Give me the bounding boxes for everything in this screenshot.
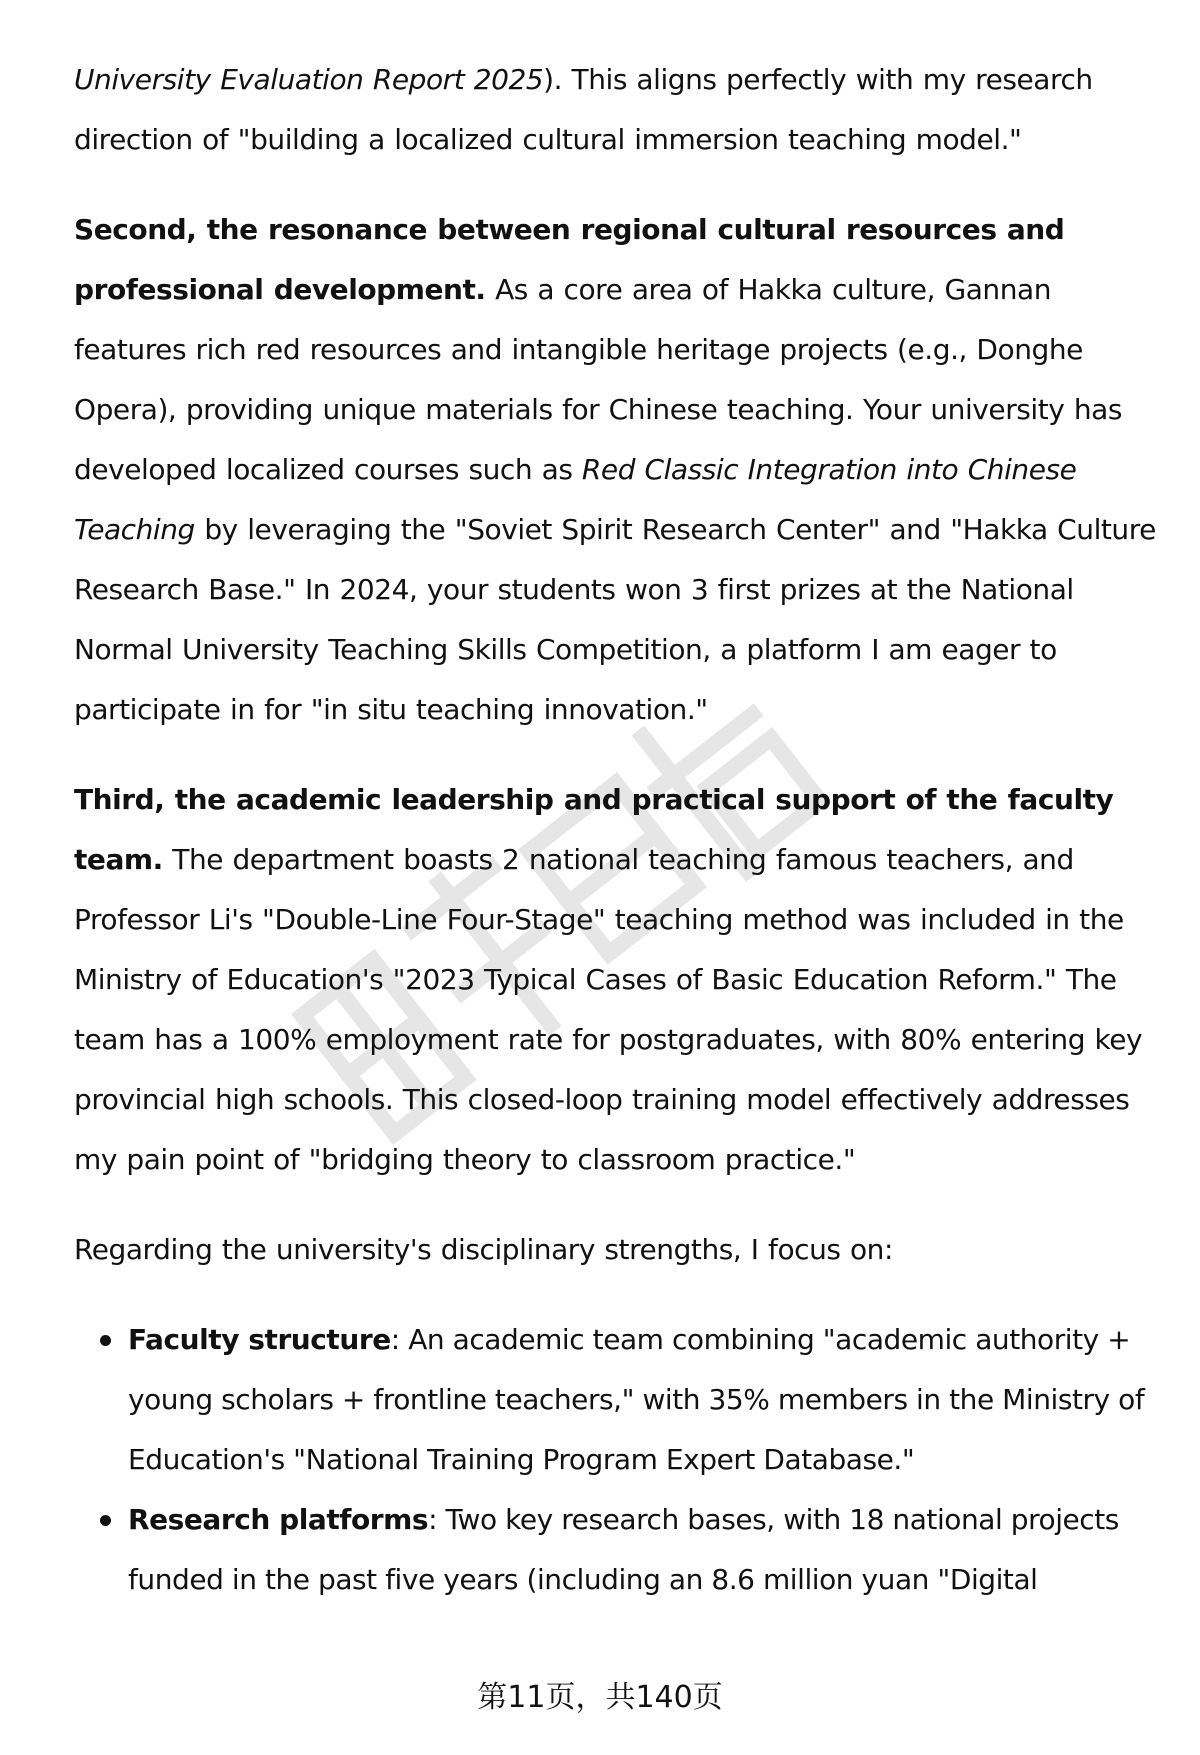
bullet-icon <box>100 1335 111 1346</box>
paragraph-heading: Third, the academic leadership and practical support of the faculty team. <box>74 783 1114 876</box>
paragraph-strengths-intro <box>74 1220 1164 1280</box>
page-number-footer: 第11页，共140页 <box>477 1680 723 1715</box>
paragraph-intro-continuation <box>74 50 1164 170</box>
paragraph-text: ). This aligns perfectly with my research direction of "building a localized cultural immersion teaching model." <box>74 63 1093 156</box>
list-item-label: Faculty structure <box>128 1323 391 1356</box>
paragraph-text: Regarding the university's disciplinary strengths, I focus on: <box>74 1233 893 1266</box>
course-title: Red Classic Integration into Chinese Teaching <box>74 453 1077 546</box>
document-page <box>74 50 1164 1610</box>
paragraph-second-point <box>74 200 1164 740</box>
list-item-label: Research platforms <box>128 1503 429 1536</box>
paragraph-text: by leveraging the "Soviet Spirit Research Center" and "Hakka Culture Research Base." In 2024, your students won 3 first prizes at the National Normal University Teaching Skills Competition, a platform I am eager to participate in for "in situ teaching innovation." <box>74 513 1156 726</box>
list-item <box>74 1310 1164 1490</box>
paragraph-heading: Second, the resonance between regional cultural resources and professional development. <box>74 213 1065 306</box>
report-title: University Evaluation Report 2025 <box>74 63 544 96</box>
paragraph-text: As a core area of Hakka culture, Gannan features rich red resources and intangible heritage projects (e.g., Donghe Opera), providing unique materials for Chinese teaching. Your university has developed localized courses such as <box>74 273 1122 486</box>
bullet-icon <box>100 1515 111 1526</box>
list-item <box>74 1490 1164 1610</box>
list-item-text: : An academic team combining "academic authority + young scholars + frontline teachers," with 35% members in the Ministry of Education's "National Training Program Expert Database." <box>128 1323 1145 1476</box>
paragraph-third-point <box>74 770 1164 1190</box>
paragraph-text: The department boasts 2 national teaching famous teachers, and Professor Li's "Double-Line Four-Stage" teaching method was included in the Ministry of Education's "2023 Typical Cases of Basic Education Reform." The team has a 100% employment rate for postgraduates, with 80% entering key provincial high schools. This closed-loop training model effectively addresses my pain point of "bridging theory to classroom practice." <box>74 843 1143 1176</box>
strengths-list <box>74 1310 1164 1610</box>
list-item-text: : Two key research bases, with 18 national projects funded in the past five years (including an 8.6 million yuan "Digital <box>128 1503 1119 1596</box>
